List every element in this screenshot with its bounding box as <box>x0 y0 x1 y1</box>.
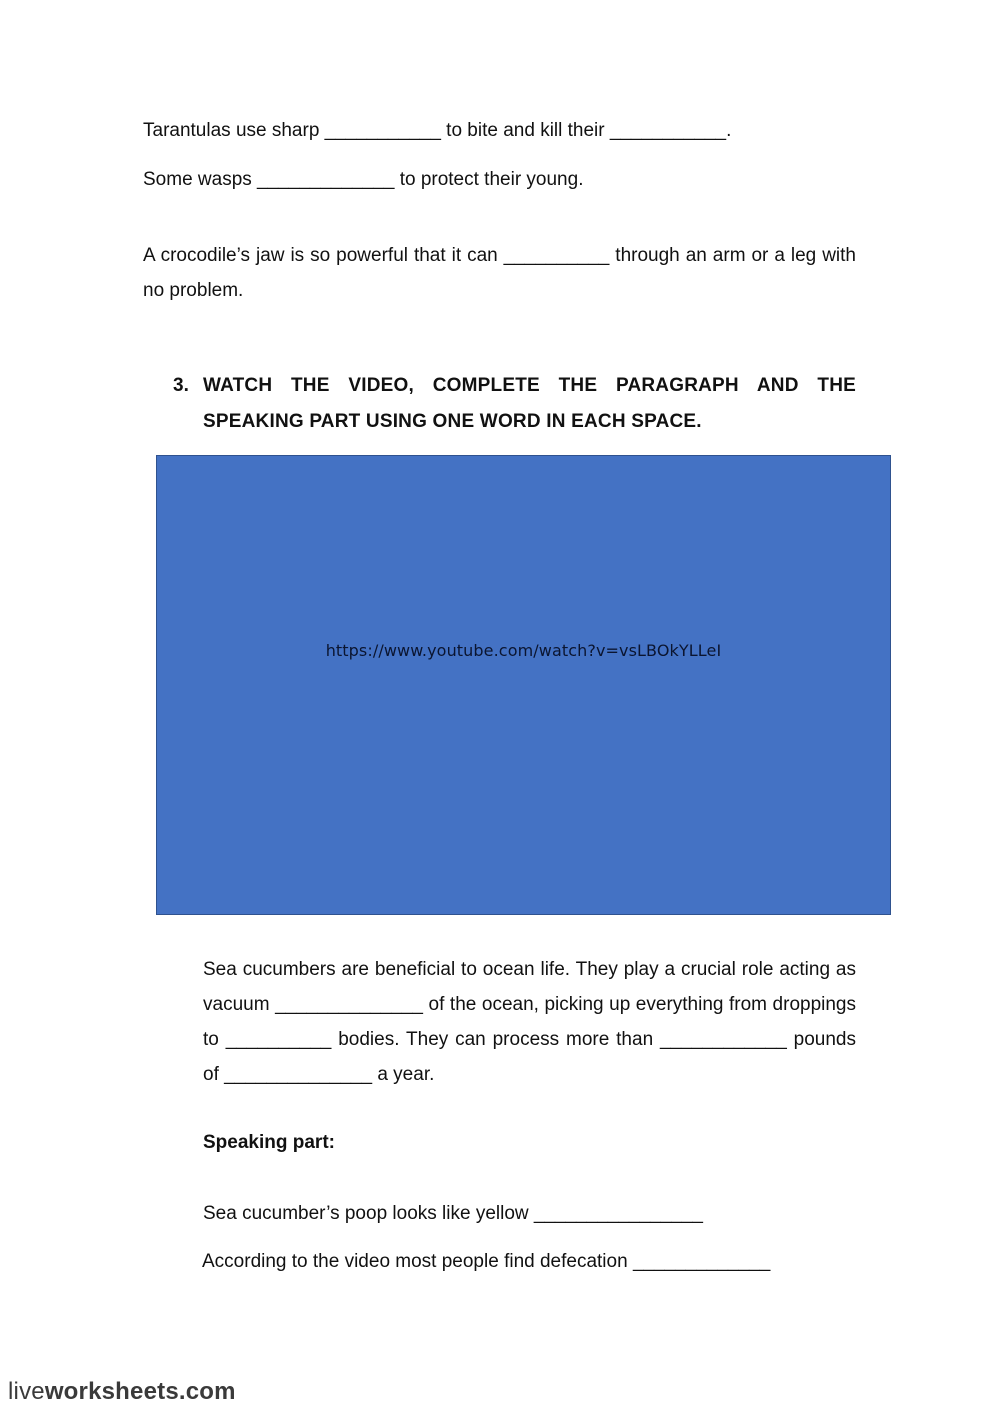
logo-suffix-text: .com <box>178 1378 236 1405</box>
speaking-sentence-poop: Sea cucumber’s poop looks like yellow ________________ <box>203 1203 703 1224</box>
video-url-link[interactable]: https://www.youtube.com/watch?v=vsLBOkYLLeI <box>325 641 722 660</box>
sentence-crocodile: A crocodile’s jaw is so powerful that it can __________ through an arm or a leg with no problem. <box>143 245 856 301</box>
sentence-tarantulas: Tarantulas use sharp ___________ to bite and kill their ___________. <box>143 120 732 141</box>
speaking-part-title: Speaking part: <box>203 1132 335 1153</box>
video-placeholder[interactable] <box>156 455 891 915</box>
exercise-number: 3. <box>173 375 189 396</box>
liveworksheets-logo <box>8 1378 236 1406</box>
sea-cucumber-paragraph: Sea cucumbers are beneficial to ocean life. They play a crucial role acting as vacuum ______________ of the ocean, picking up everything from droppings to __________ bodies. They can process more than ____________ pounds of ______________ a year. <box>203 959 856 1085</box>
sentence-wasps: Some wasps _____________ to protect their young. <box>143 169 584 190</box>
speaking-sentence-defecation: According to the video most people find defecation _____________ <box>202 1251 771 1272</box>
logo-bold-text: worksheets <box>44 1378 179 1405</box>
exercise-3-heading <box>173 368 856 440</box>
exercise-instruction: WATCH THE VIDEO, COMPLETE THE PARAGRAPH AND THE SPEAKING PART USING ONE WORD IN EACH SPACE. <box>203 375 856 432</box>
logo-light-text: live <box>8 1378 45 1405</box>
